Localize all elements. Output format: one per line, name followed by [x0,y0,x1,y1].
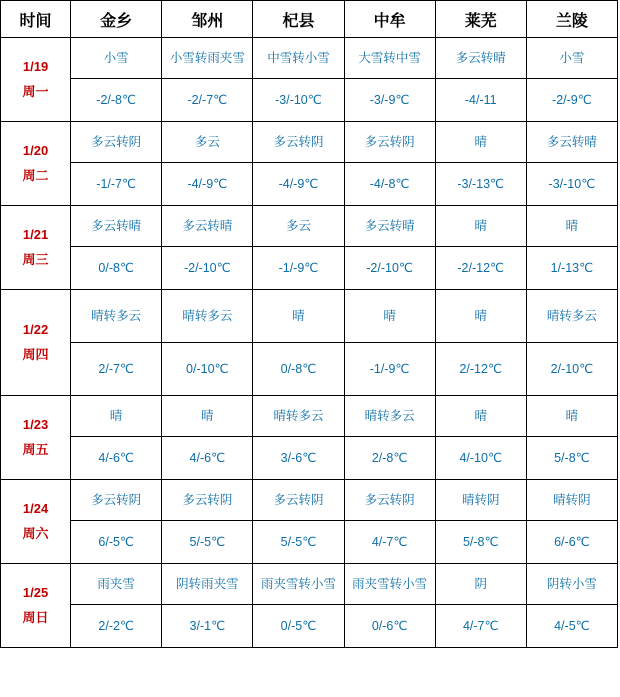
date-label: 1/22 [22,321,49,337]
date-label: 1/23 [22,416,49,432]
temperature-cell: -2/-10℃ [344,247,435,290]
condition-cell: 中雪转小雪 [253,38,344,79]
temperature-cell: 5/-8℃ [526,437,617,480]
condition-cell: 晴转阴 [435,480,526,521]
temperature-cell: -3/-10℃ [253,79,344,122]
column-header-city-4: 莱芜 [435,1,526,38]
table-row [1,437,618,480]
condition-cell: 小雪转雨夹雪 [162,38,253,79]
table-row [1,247,618,290]
temperature-cell: 4/-6℃ [71,437,162,480]
table-row [1,521,618,564]
temperature-cell: 0/-10℃ [162,343,253,396]
temperature-cell: -4/-9℃ [253,163,344,206]
temperature-cell: -1/-7℃ [71,163,162,206]
condition-cell: 晴 [344,290,435,343]
condition-cell: 小雪 [71,38,162,79]
temperature-cell: -3/-10℃ [526,163,617,206]
temperature-cell: 4/-5℃ [526,605,617,648]
date-cell [1,38,71,122]
temperature-cell: 4/-7℃ [344,521,435,564]
column-header-time: 时间 [1,1,71,38]
condition-cell: 晴 [526,206,617,247]
condition-cell: 多云转阴 [344,480,435,521]
weekday-label: 周二 [22,167,49,183]
temperature-cell: 0/-8℃ [71,247,162,290]
column-header-city-2: 杞县 [253,1,344,38]
condition-cell: 晴 [526,396,617,437]
column-header-city-0: 金乡 [71,1,162,38]
table-row [1,122,618,163]
table-row [1,480,618,521]
table-row [1,564,618,605]
temperature-cell: 0/-6℃ [344,605,435,648]
column-header-city-5: 兰陵 [526,1,617,38]
temperature-cell: -3/-13℃ [435,163,526,206]
date-cell [1,122,71,206]
temperature-cell: 6/-5℃ [71,521,162,564]
temperature-cell: 5/-5℃ [253,521,344,564]
temperature-cell: 0/-5℃ [253,605,344,648]
temperature-cell: -1/-9℃ [344,343,435,396]
condition-cell: 阴转小雪 [526,564,617,605]
date-label: 1/25 [22,584,49,600]
temperature-cell: 2/-12℃ [435,343,526,396]
condition-cell: 晴 [435,396,526,437]
temperature-cell: 2/-7℃ [71,343,162,396]
condition-cell: 多云转阴 [253,122,344,163]
condition-cell: 晴 [71,396,162,437]
condition-cell: 多云转晴 [526,122,617,163]
date-cell [1,480,71,564]
condition-cell: 晴 [435,122,526,163]
condition-cell: 多云转晴 [435,38,526,79]
condition-cell: 大雪转中雪 [344,38,435,79]
table-row [1,290,618,343]
temperature-cell: -2/-8℃ [71,79,162,122]
date-label: 1/24 [22,500,49,516]
date-cell [1,290,71,396]
temperature-cell: 2/-2℃ [71,605,162,648]
table-row [1,605,618,648]
temperature-cell: -2/-7℃ [162,79,253,122]
temperature-cell: 4/-10℃ [435,437,526,480]
condition-cell: 晴转阴 [526,480,617,521]
condition-cell: 多云 [162,122,253,163]
column-header-city-3: 中牟 [344,1,435,38]
condition-cell: 多云转晴 [71,206,162,247]
condition-cell: 多云 [253,206,344,247]
condition-cell: 晴 [435,206,526,247]
table-row [1,38,618,79]
temperature-cell: 4/-7℃ [435,605,526,648]
temperature-cell: -4/-11 [435,79,526,122]
table-row [1,163,618,206]
condition-cell: 晴转多云 [253,396,344,437]
temperature-cell: -2/-9℃ [526,79,617,122]
condition-cell: 多云转阴 [253,480,344,521]
condition-cell: 多云转阴 [71,480,162,521]
temperature-cell: 2/-8℃ [344,437,435,480]
temperature-cell: 3/-6℃ [253,437,344,480]
condition-cell: 晴 [253,290,344,343]
table-row [1,396,618,437]
temperature-cell: 5/-5℃ [162,521,253,564]
weekday-label: 周五 [22,441,49,457]
condition-cell: 晴 [162,396,253,437]
condition-cell: 雨夹雪 [71,564,162,605]
temperature-cell: -4/-9℃ [162,163,253,206]
condition-cell: 多云转晴 [162,206,253,247]
date-label: 1/21 [22,226,49,242]
date-cell [1,396,71,480]
table-row [1,79,618,122]
condition-cell: 阴转雨夹雪 [162,564,253,605]
temperature-cell: 3/-1℃ [162,605,253,648]
condition-cell: 小雪 [526,38,617,79]
weekday-label: 周一 [22,83,49,99]
date-cell [1,206,71,290]
table-row [1,343,618,396]
weekday-label: 周三 [22,251,49,267]
weekday-label: 周四 [22,346,49,362]
column-header-city-1: 邹州 [162,1,253,38]
condition-cell: 多云转阴 [344,122,435,163]
temperature-cell: -1/-9℃ [253,247,344,290]
temperature-cell: 6/-6℃ [526,521,617,564]
condition-cell: 晴转多云 [526,290,617,343]
condition-cell: 雨夹雪转小雪 [253,564,344,605]
temperature-cell: -2/-10℃ [162,247,253,290]
table-header-row [1,1,618,38]
weekday-label: 周日 [22,609,49,625]
condition-cell: 晴转多云 [344,396,435,437]
weekday-label: 周六 [22,525,49,541]
condition-cell: 多云转阴 [71,122,162,163]
date-label: 1/20 [22,142,49,158]
condition-cell: 多云转阴 [162,480,253,521]
temperature-cell: 0/-8℃ [253,343,344,396]
date-label: 1/19 [22,58,49,74]
temperature-cell: 1/-13℃ [526,247,617,290]
table-row [1,206,618,247]
condition-cell: 阴 [435,564,526,605]
temperature-cell: 4/-6℃ [162,437,253,480]
condition-cell: 多云转晴 [344,206,435,247]
temperature-cell: -3/-9℃ [344,79,435,122]
temperature-cell: 2/-10℃ [526,343,617,396]
condition-cell: 雨夹雪转小雪 [344,564,435,605]
condition-cell: 晴转多云 [71,290,162,343]
temperature-cell: -2/-12℃ [435,247,526,290]
date-cell [1,564,71,648]
condition-cell: 晴转多云 [162,290,253,343]
temperature-cell: -4/-8℃ [344,163,435,206]
condition-cell: 晴 [435,290,526,343]
temperature-cell: 5/-8℃ [435,521,526,564]
